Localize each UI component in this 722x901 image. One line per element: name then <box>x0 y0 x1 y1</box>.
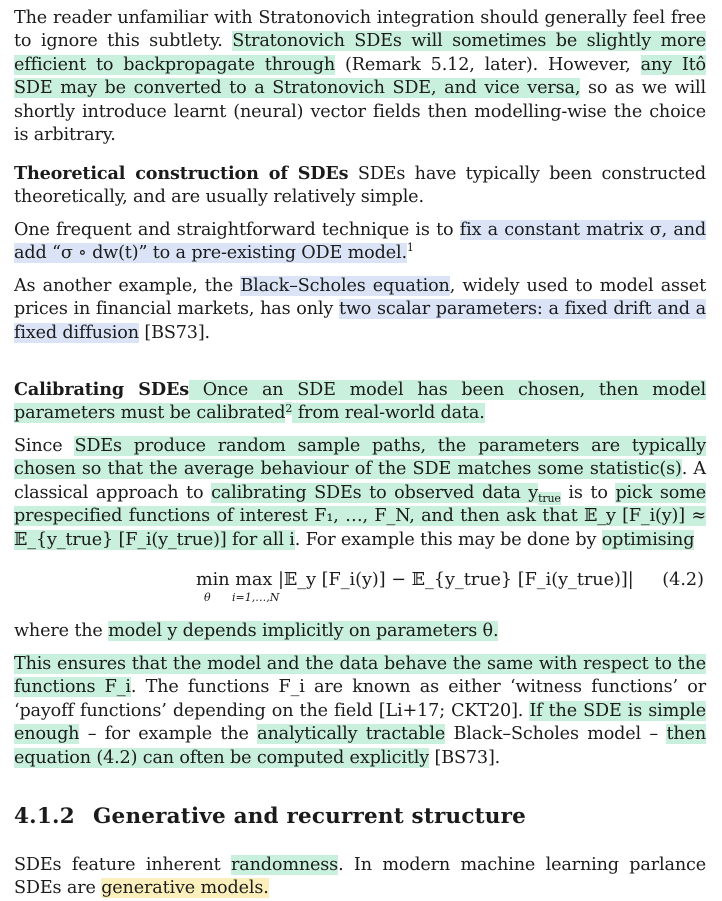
text: where the <box>14 621 109 641</box>
text: is to <box>560 482 616 503</box>
text: – for example the <box>79 724 258 745</box>
paragraph-heading: Theoretical construction of SDEs <box>14 163 349 184</box>
highlight: Stratonovich SDEs will sometimes be slightly more efficient to backpropagate through <box>14 31 706 75</box>
paragraph-model-parameters <box>14 620 706 643</box>
highlight: any Itô SDE may be converted to a Stratonovich SDE, and vice versa, <box>14 54 706 99</box>
paragraph-witness-functions <box>14 653 706 770</box>
paragraph-calibrating <box>14 378 706 426</box>
paragraph-black-scholes <box>14 275 706 345</box>
text: , widely used to model asset prices in financial markets, has only <box>14 276 706 320</box>
highlight: Black–Scholes equation <box>240 276 450 296</box>
section-number: 4.1.2 <box>14 804 75 829</box>
max-subscript: i=1,…,N <box>232 591 280 604</box>
text: SDEs have typically been constructed theoretically, and are usually relatively simple. <box>14 164 707 208</box>
highlight: analytically tractable <box>257 724 446 745</box>
paragraph-technique <box>14 219 706 266</box>
text: [BS73]. <box>429 747 501 768</box>
highlight: calibrating SDEs to observed data y <box>211 482 539 503</box>
highlight: randomness <box>230 855 339 875</box>
highlight: pick some prespecified functions of interest F₁, …, F_N, and then ask that 𝔼_y [F_i(y)] ≈ 𝔼_{y_true} [F_i(y_true)] for all i <box>14 482 706 550</box>
text: Since <box>14 436 75 456</box>
paragraph-generative <box>14 854 706 901</box>
highlight: two scalar parameters: a fixed drift and a fixed diffusion <box>14 299 706 343</box>
text: [BS73]. <box>138 322 210 343</box>
footnote-marker[interactable]: 2 <box>285 401 293 415</box>
paragraph-stratonovich <box>14 7 706 147</box>
text: . For example this may be done by <box>294 529 602 550</box>
text: . In modern machine learning parlance SDEs are <box>14 855 706 899</box>
section-heading <box>14 804 526 829</box>
text: so as we will shortly introduce learnt (neural) vector fields then modelling-wise the choice is arbitrary. <box>14 78 706 146</box>
paragraph-heading: Calibrating SDEs <box>14 379 189 400</box>
subscript: true <box>538 492 561 506</box>
max-operator: max <box>235 570 273 590</box>
highlight: from real-world data. <box>292 403 485 424</box>
equation-4-2 <box>0 568 722 604</box>
highlight: then equation (4.2) can often be computed explicitly <box>14 724 706 768</box>
paragraph-theoretical <box>14 162 706 210</box>
text: (Remark 5.12, later). However, <box>335 54 641 75</box>
highlight: This ensures that the model and the data behave the same with respect to the functions F_i <box>14 654 706 698</box>
highlight: fix a constant matrix σ, and add “σ ∘ dw(t)” to a pre-existing ODE model. <box>14 220 707 264</box>
highlight: SDEs produce random sample paths, the parameters are typically chosen so that the average behaviour of the SDE matches some statistic(s) <box>14 436 706 480</box>
highlight: generative models. <box>101 878 269 899</box>
equation-expression: |𝔼_y [F_i(y)] − 𝔼_{y_true} [F_i(y_true)]| <box>277 570 634 590</box>
paragraph-sample-paths <box>14 435 706 552</box>
section-title: Generative and recurrent structure <box>93 804 527 829</box>
text: One frequent and straightforward technique is to <box>14 220 460 240</box>
min-operator: min <box>196 570 230 590</box>
text: As another example, the <box>14 276 241 296</box>
text: . A classical approach to <box>14 459 706 503</box>
text: Black–Scholes model – <box>445 724 667 745</box>
highlight: optimising <box>601 529 695 550</box>
highlight: model y depends implicitly on parameters θ. <box>108 621 499 641</box>
min-subscript: θ <box>204 591 211 604</box>
text: SDEs feature inherent <box>14 855 231 875</box>
equation-number: (4.2) <box>662 570 704 590</box>
highlight: Once an SDE model has been chosen, then model parameters must be calibrated <box>14 380 706 424</box>
footnote-marker[interactable]: 1 <box>406 241 414 255</box>
text: . The functions F_i are known as either ‘witness functions’ or ‘payoff functions’ depending on the field [Li+17; CKT20]. <box>14 677 707 721</box>
text: The reader unfamiliar with Stratonovich integration should generally feel free to ignore this subtlety. <box>14 8 706 52</box>
highlight: If the SDE is simple enough <box>14 700 706 745</box>
